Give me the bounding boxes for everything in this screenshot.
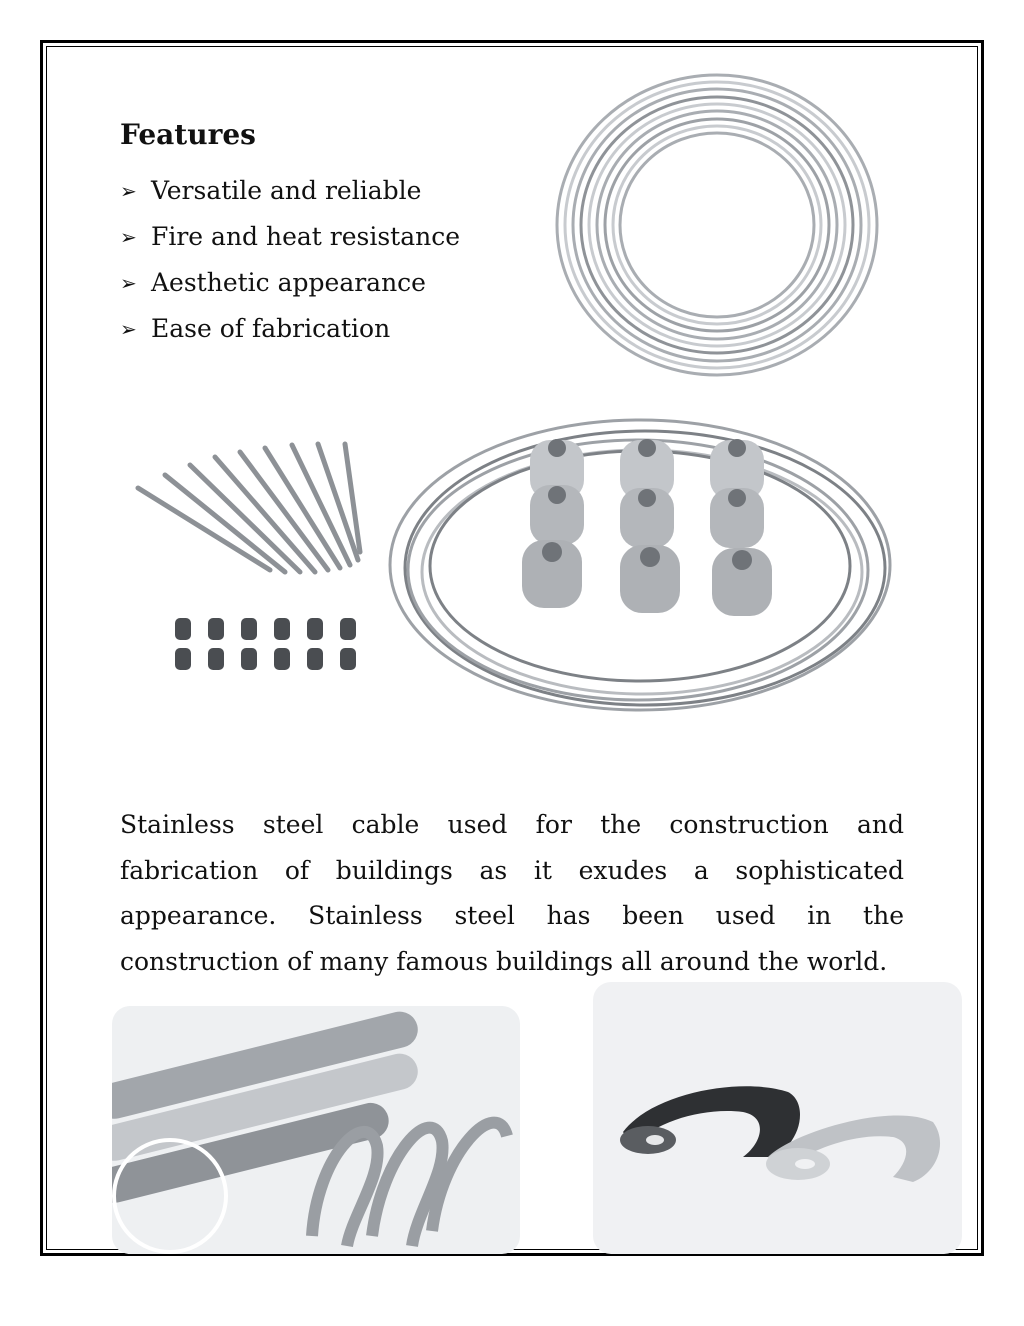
steel-bands-image [112, 1006, 520, 1254]
arrow-bullet-icon: ➢ [120, 179, 137, 203]
arrow-bullet-icon: ➢ [120, 271, 137, 295]
cable-clips-image [593, 982, 962, 1254]
arrow-bullet-icon: ➢ [120, 225, 137, 249]
list-item [120, 306, 460, 352]
features-heading: Features [120, 118, 256, 151]
arrow-bullet-icon: ➢ [120, 317, 137, 341]
features-list [120, 168, 460, 352]
feature-text: Ease of fabrication [151, 314, 391, 343]
body-paragraph: Stainless steel cable used for the construction and fabrication of buildings as it exudes a sophisticated appearance. Stainless steel has been used in the construction of many famous buildings all around the world. [120, 810, 904, 976]
feature-text: Fire and heat resistance [151, 222, 461, 251]
feature-text: Versatile and reliable [151, 176, 422, 205]
list-item [120, 214, 460, 260]
list-item [120, 168, 460, 214]
cable-kit-image [120, 400, 900, 720]
list-item [120, 260, 460, 306]
cable-coil-image [552, 70, 882, 380]
feature-text: Aesthetic appearance [151, 268, 426, 297]
